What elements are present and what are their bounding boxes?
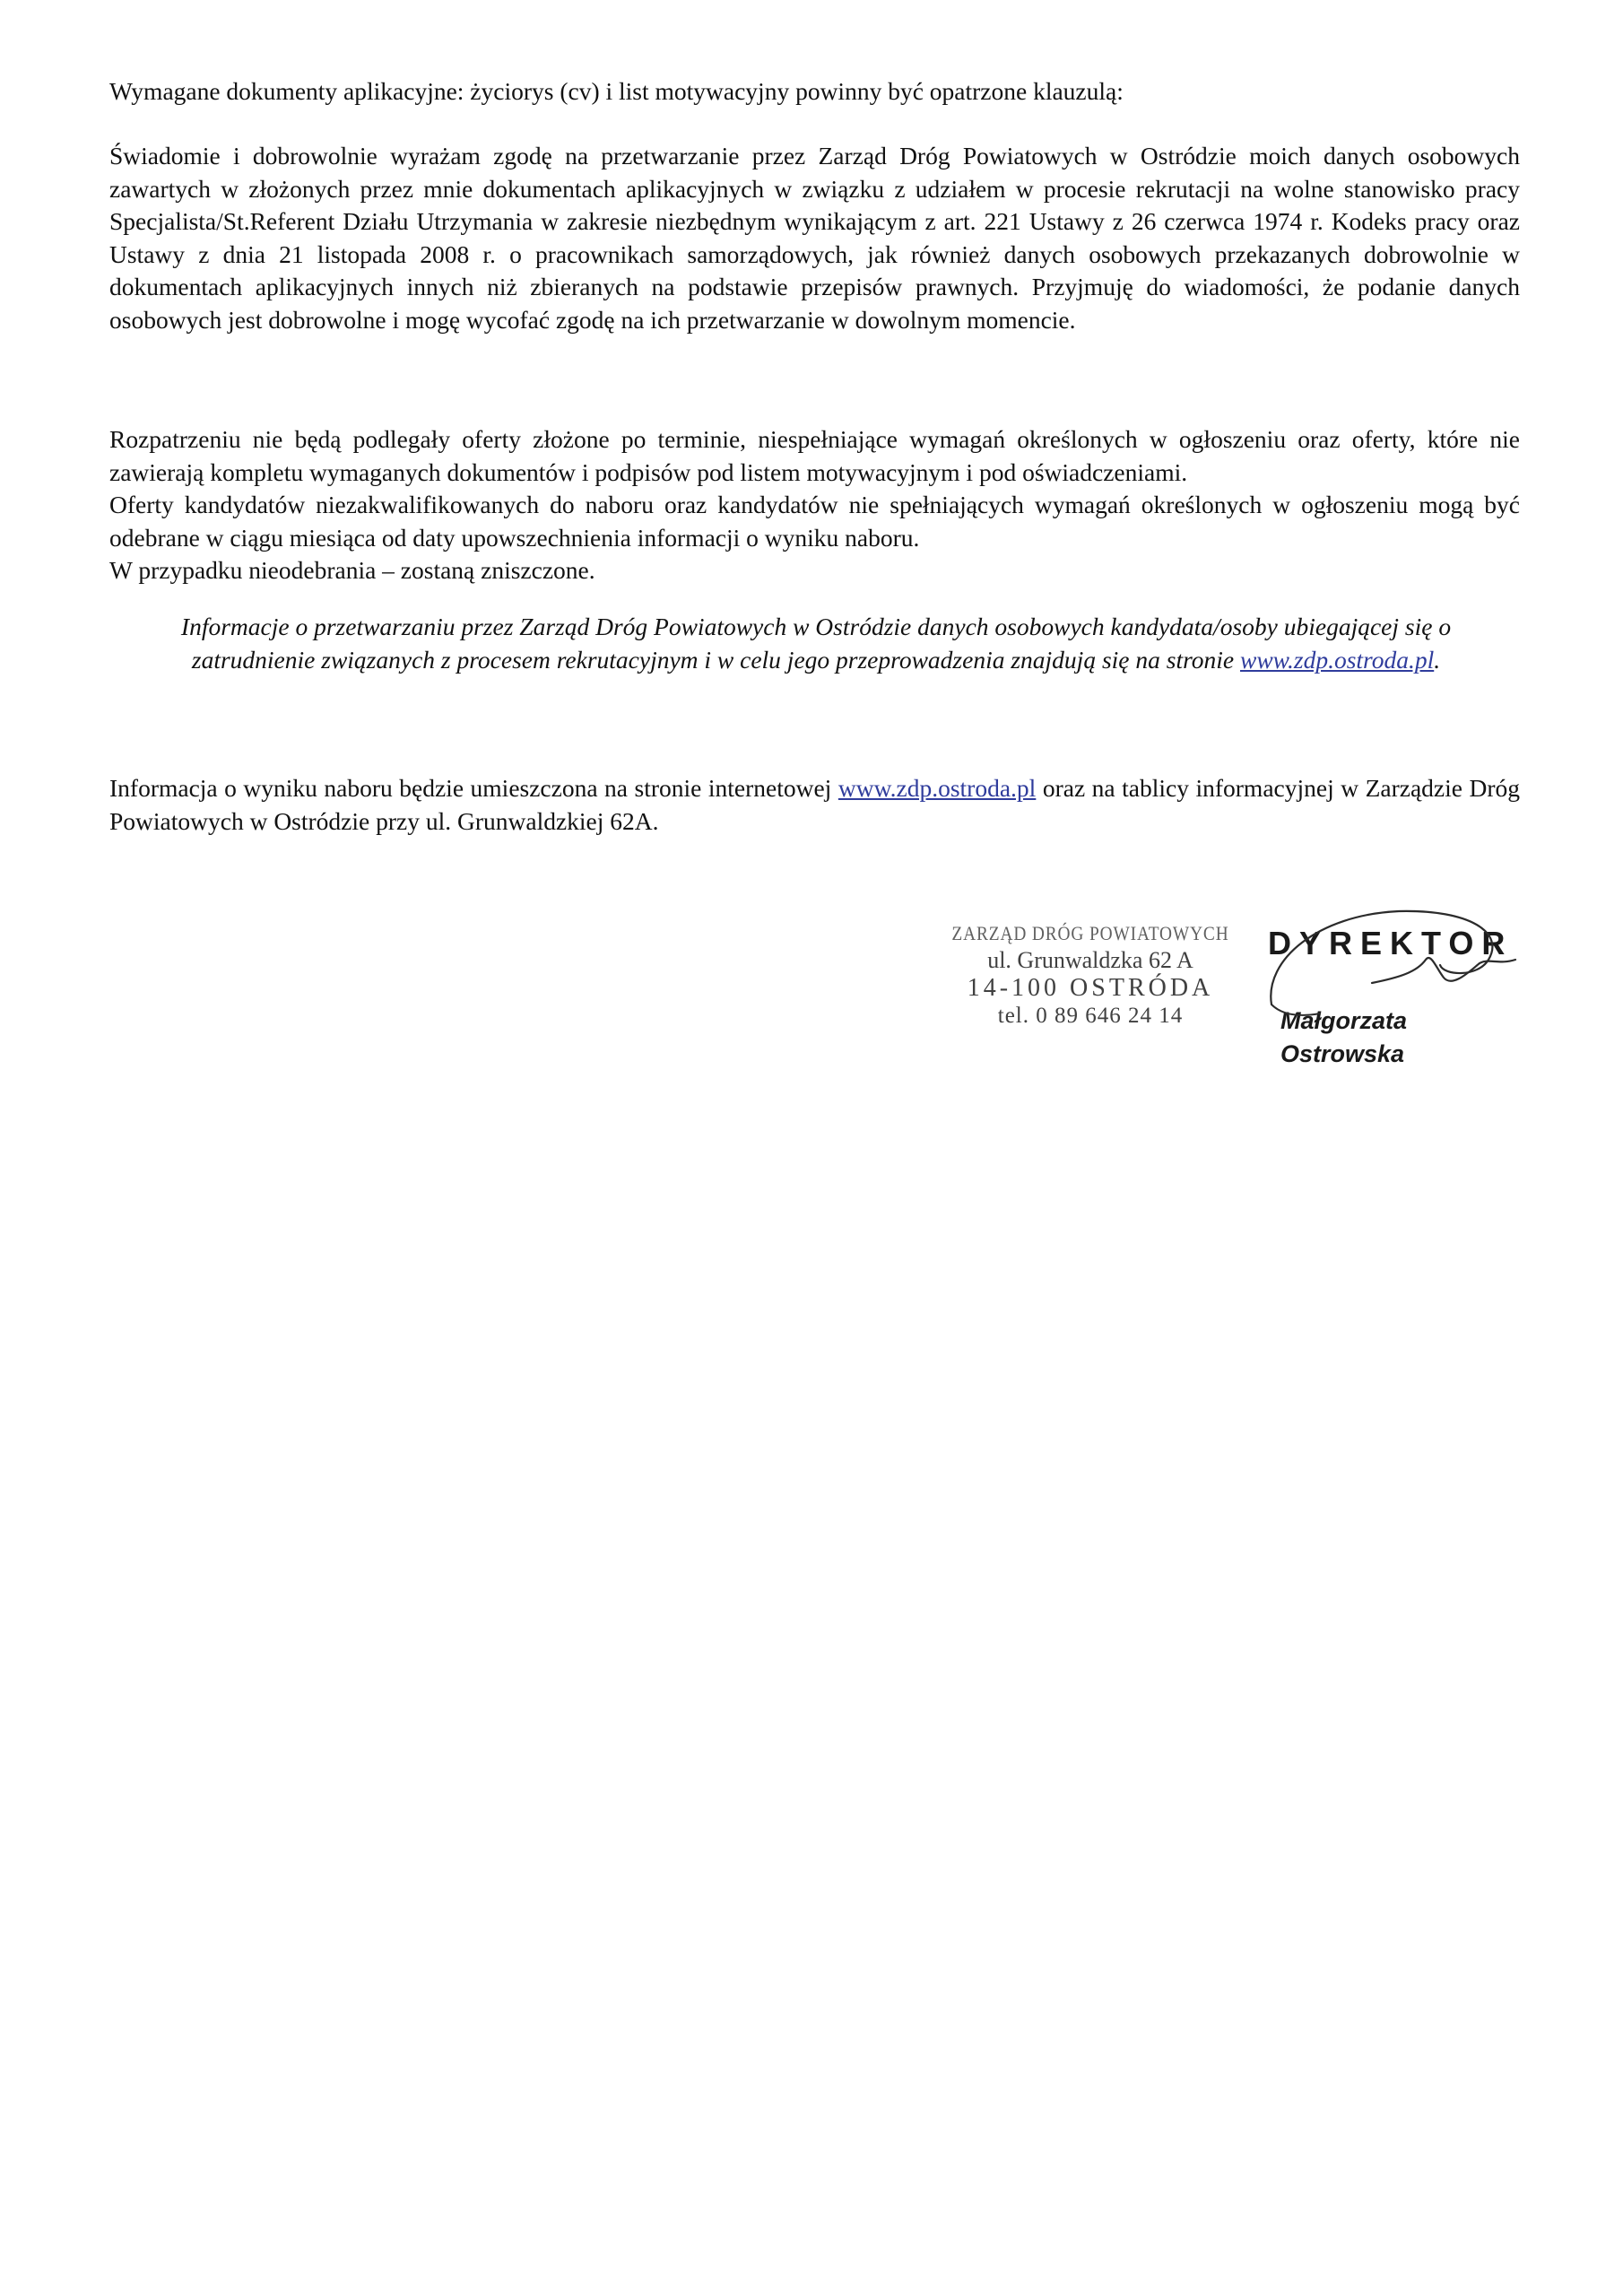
result-text-before: Informacja o wyniku naboru będzie umieszczona na stronie internetowej (109, 774, 832, 802)
gdpr-notice-suffix: . (1434, 645, 1441, 674)
result-text-after: oraz na tablicy informacyjnej w Zarządzie Dróg Powiatowych w Ostródzie przy ul. Grunwaldzkiej 62A. (109, 774, 1521, 835)
gdpr-notice-link[interactable]: www.zdp.ostroda.pl (1240, 645, 1435, 674)
director-title: DYREKTOR (1268, 925, 1514, 961)
recruitment-rules (109, 423, 1520, 587)
rules-paragraph-destruction: W przypadku nieodebrania – zostaną zniszczone. (109, 556, 595, 584)
gdpr-notice-text: Informacje o przetwarzaniu przez Zarząd Dróg Powiatowych w Ostródzie danych osobowych kandydata/osoby ubiegającej się o zatrudnienie związanych z procesem rekrutacyjnym i w celu jego przeprowadzenia znajdują się na stronie (180, 613, 1452, 674)
consent-clause: Świadomie i dobrowolnie wyrażam zgodę na przetwarzanie przez Zarząd Dróg Powiatowych w Ostródzie moich danych osobowych zawartych w złożonych przez mnie dokumentach aplikacyjnych w związku z udziałem w procesie rekrutacji na wolne stanowisko pracy Specjalista/St.Referent Działu Utrzymania w zakresie niezbędnym wynikającym z art. 221 Ustawy z 26 czerwca 1974 r. Kodeks pracy oraz Ustawy z dnia 21 listopada 2008 r. o pracownikach samorządowych, jak również danych osobowych przekazanych dobrowolnie w dokumentach aplikacyjnych innych niż zbieranych na podstawie przepisów prawnych. Przyjmuję do wiadomości, że podanie danych osobowych jest dobrowolne i mogę wycofać zgodę na ich przetwarzanie w dowolnym momencie. (109, 142, 1520, 334)
stamp-city: 14-100 OSTRÓDA (967, 974, 1214, 1002)
result-website-link[interactable]: www.zdp.ostroda.pl (838, 774, 1037, 802)
result-information (109, 772, 1520, 838)
rules-paragraph-late-offers: Rozpatrzeniu nie będą podlegały oferty złożone po terminie, niespełniające wymagań określonych w ogłoszeniu oraz oferty, które nie zawierają kompletu wymaganych dokumentów i podpisów pod listem motywacyjnym i pod oświadczeniami. (109, 425, 1520, 486)
required-documents-intro: Wymagane dokumenty aplikacyjne: życiorys (cv) i list motywacyjny powinny być opatrzone klauzulą: (109, 77, 1124, 105)
director-signature-block (1264, 906, 1533, 1067)
stamp-street: ul. Grunwaldzka 62 A (987, 947, 1193, 973)
director-name: Małgorzata Ostrowska (1280, 1007, 1408, 1067)
stamp-phone: tel. 0 89 646 24 14 (997, 1004, 1184, 1028)
handwritten-signature (1264, 906, 1533, 1049)
gdpr-notice (170, 611, 1462, 676)
office-stamp (929, 920, 1252, 1030)
rules-paragraph-collection: Oferty kandydatów niezakwalifikowanych do naboru oraz kandydatów nie spełniających wymagań określonych w ogłoszeniu mogą być odebrane w ciągu miesiąca od daty upowszechnienia informacji o wyniku naboru. (109, 491, 1520, 552)
stamp-office-name: ZARZĄD DRÓG POWIATOWYCH (951, 922, 1229, 944)
